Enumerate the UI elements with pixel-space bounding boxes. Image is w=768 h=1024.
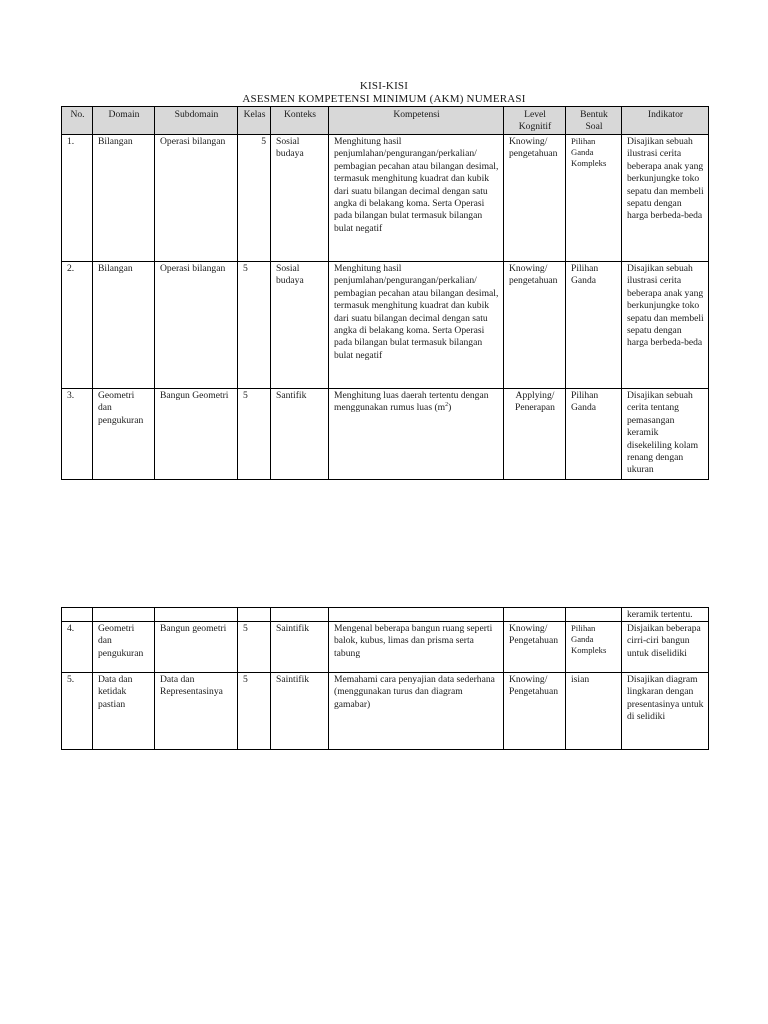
header-subdomain: Subdomain [155,107,238,135]
cell-level: Applying/ Penerapan [504,389,566,480]
table-row [62,389,709,480]
cell-kelas: 5 [238,135,271,262]
header-level-line2: Kognitif [518,121,552,132]
cell-bentuk: isian [566,673,622,750]
cell-level: Knowing/ pengetahuan [504,262,566,389]
cell-kelas: 5 [238,622,271,673]
header-bentuk-line2: Soal [585,121,603,132]
cell-kelas: 5 [238,389,271,480]
header-konteks: Konteks [271,107,329,135]
cell-kelas: 5 [238,262,271,389]
cell-bentuk: Pilihan Ganda Kompleks [566,135,622,262]
cell-konteks: Saintifik [271,622,329,673]
kompetensi-text: Menghitung luas daerah tertentu dengan menggunakan rumus luas (m [334,390,489,414]
cell-kompetensi: Memahami cara penyajian data sederhana (menggunakan turus dan diagram gamabar) [329,673,504,750]
cell-indikator: Disajikan sebuah ilustrasi cerita beberapa anak yang berkunjungke toko sepatu dan membeli sepatu dengan harga berbeda-beda [622,135,709,262]
table-row [62,135,709,262]
table-row [62,673,709,750]
cell-kelas: 5 [238,673,271,750]
cell-konteks: Saintifik [271,673,329,750]
cell-no: 5. [62,673,93,750]
cell-indikator-continuation: keramik tertentu. [622,608,709,622]
cell-no: 4. [62,622,93,673]
cell-domain: Geometri dan pengukuran [93,622,155,673]
cell-subdomain: Bangun Geometri [155,389,238,480]
kisi-kisi-table-page-2 [61,607,709,750]
cell-bentuk: Pilihan Ganda Kompleks [566,622,622,673]
header-kelas: Kelas [238,107,271,135]
header-level-kognitif [504,107,566,135]
table-row-continuation [62,608,709,622]
cell-level: Knowing/ pengetahuan [504,135,566,262]
title-line-1: KISI-KISI [359,80,409,92]
header-bentuk-soal [566,107,622,135]
header-domain: Domain [93,107,155,135]
cell-subdomain: Data dan Representasinya [155,673,238,750]
cell-domain: Bilangan [93,262,155,389]
cell-konteks: Santifik [271,389,329,480]
cell-kompetensi [329,389,504,480]
cell-subdomain: Operasi bilangan [155,135,238,262]
cell-level: Knowing/ Pengetahuan [504,673,566,750]
document-title [0,80,768,106]
cell-kompetensi: Mengenal beberapa bangun ruang seperti balok, kubus, limas dan prisma serta tabung [329,622,504,673]
cell-indikator: Disajikan diagram lingkaran dengan presentasinya untuk di selidiki [622,673,709,750]
cell-subdomain: Bangun geometri [155,622,238,673]
header-level-line1: Level [524,109,546,120]
kompetensi-superscript: 2 [445,402,449,409]
header-no: No. [62,107,93,135]
cell-level: Knowing/ Pengetahuan [504,622,566,673]
cell-bentuk: Pilihan Ganda [566,262,622,389]
header-kompetensi: Kompetensi [329,107,504,135]
cell-konteks: Sosial budaya [271,135,329,262]
cell-domain: Data dan ketidak pastian [93,673,155,750]
cell-bentuk: Pilihan Ganda [566,389,622,480]
table-row [62,622,709,673]
kompetensi-text-end: ) [448,402,452,414]
cell-no: 2. [62,262,93,389]
title-line-2: ASESMEN KOMPETENSI MINIMUM (AKM) NUMERASI [242,93,526,105]
cell-konteks: Sosial budaya [271,262,329,389]
cell-domain: Geometri dan pengukuran [93,389,155,480]
cell-no: 3. [62,389,93,480]
cell-subdomain: Operasi bilangan [155,262,238,389]
cell-indikator: Disajikan sebuah cerita tentang pemasangan keramik disekeliling kolam renang dengan ukuran [622,389,709,480]
table-header-row [62,107,709,135]
header-indikator: Indikator [622,107,709,135]
header-bentuk-line1: Bentuk [580,109,608,120]
cell-indikator: Disajikan sebuah ilustrasi cerita beberapa anak yang berkunjungke toko sepatu dan membeli sepatu dengan harga berbeda-beda [622,262,709,389]
kisi-kisi-table-page-1 [61,106,709,480]
cell-indikator: Disjaikan beberapa cirri-ciri bangun untuk diselidiki [622,622,709,673]
table-row [62,262,709,389]
cell-no: 1. [62,135,93,262]
cell-domain: Bilangan [93,135,155,262]
cell-kompetensi: Menghitung hasil penjumlahan/pengurangan/perkalian/ pembagian pecahan atau bilangan desimal, termasuk menghitung kuadrat dan kubik dari suatu bilangan decimal dengan satu angka di belakang koma. Serta Operasi pada bilangan bulat termasuk bilangan bulat negatif [329,262,504,389]
cell-kompetensi: Menghitung hasil penjumlahan/pengurangan/perkalian/ pembagian pecahan atau bilangan desimal, termasuk menghitung kuadrat dan kubik dari suatu bilangan decimal dengan satu angka di belakang koma. Serta Operasi pada bilangan bulat termasuk bilangan bulat negatif [329,135,504,262]
